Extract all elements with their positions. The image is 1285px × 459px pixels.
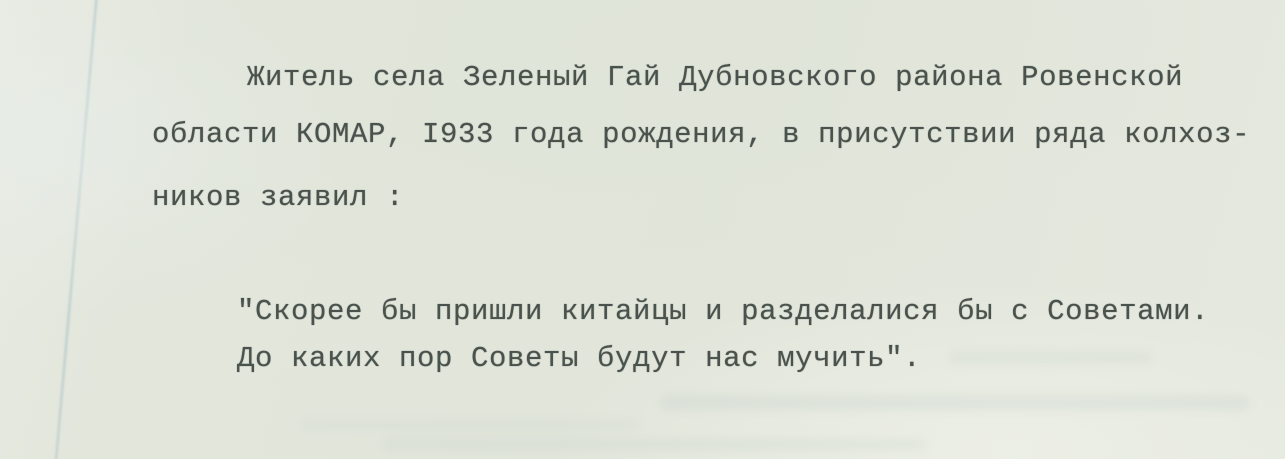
bleed-through-smudge <box>948 351 1153 364</box>
bleed-through-smudge <box>300 419 640 431</box>
paragraph-line-3: ников заявил : <box>152 181 405 214</box>
bleed-through-smudge <box>660 395 1250 410</box>
paper-crease-line <box>54 0 98 459</box>
paragraph-line-1: Житель села Зеленый Гай Дубновского района Ровенской <box>247 61 1184 94</box>
bleed-through-smudge <box>382 438 927 451</box>
quote-line-2: До каких пор Советы будут нас мучить". <box>237 342 922 375</box>
paragraph-line-2: области КОМАР, I933 года рождения, в присутствии ряда колхоз- <box>152 118 1251 151</box>
quote-line-1: "Скорее бы пришли китайцы и разделалися бы с Советами. <box>237 295 1210 328</box>
